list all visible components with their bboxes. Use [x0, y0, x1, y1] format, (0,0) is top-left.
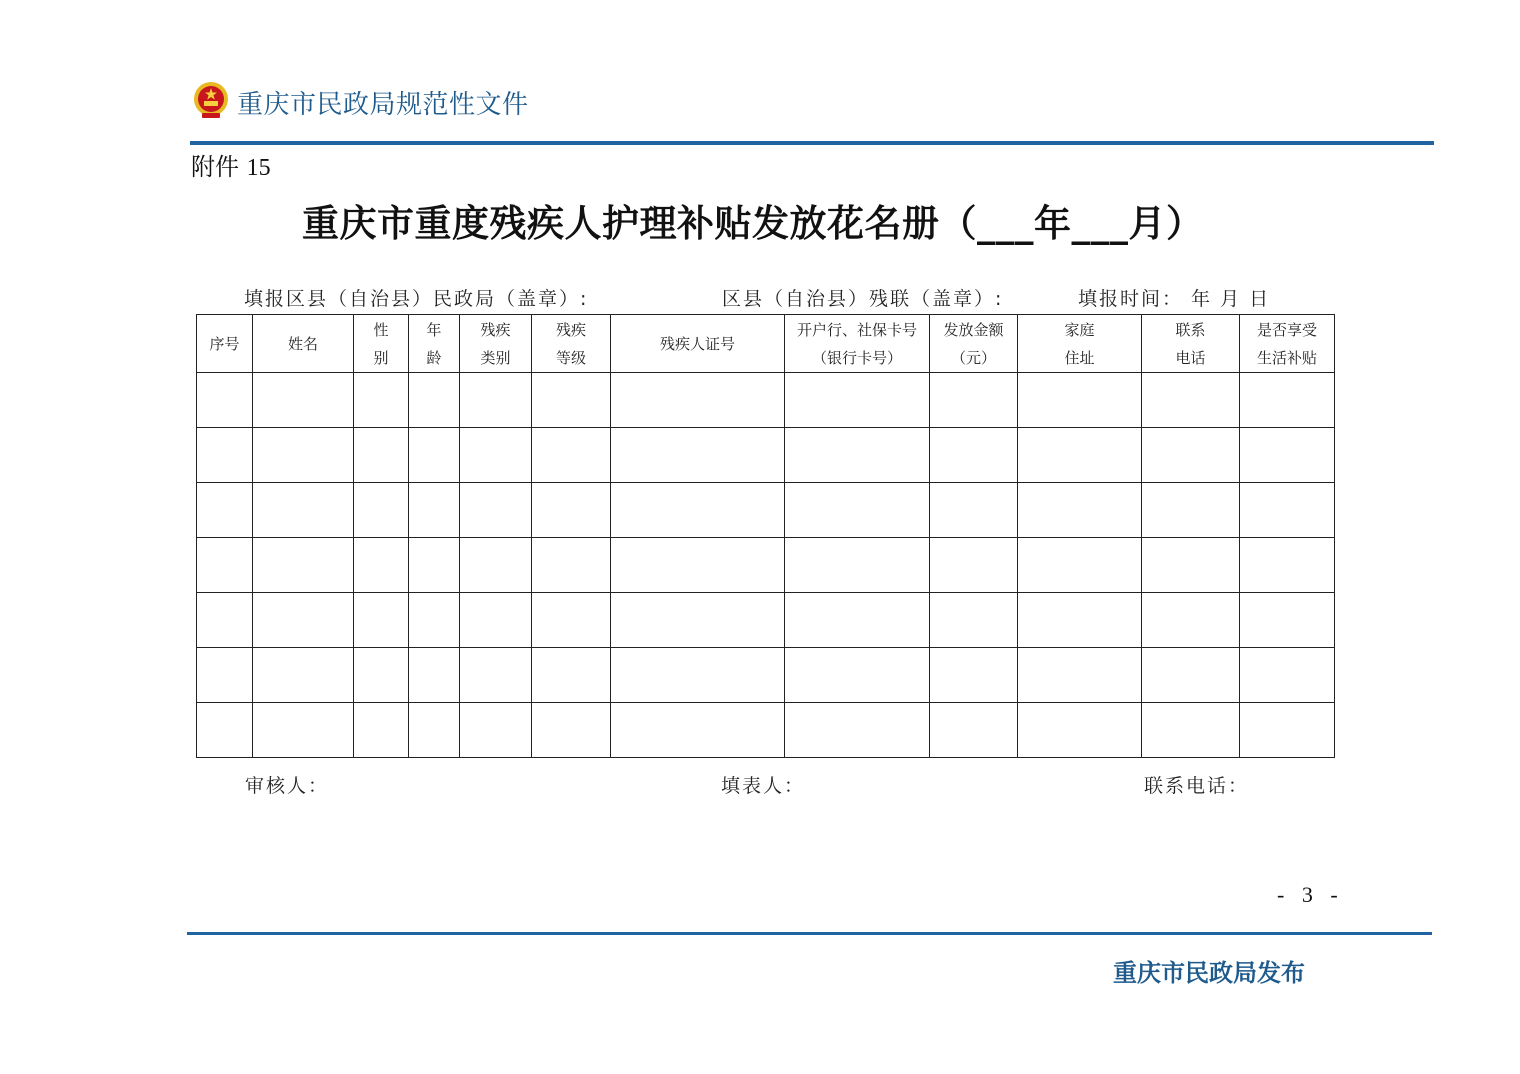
- table-cell: [1240, 703, 1335, 758]
- attachment-text: 附件: [191, 153, 239, 181]
- table-cell: [409, 593, 460, 648]
- attachment-number: 15: [246, 155, 271, 181]
- table-cell: [354, 428, 409, 483]
- table-cell: [785, 703, 930, 758]
- table-row: [197, 648, 1335, 703]
- table-cell: [785, 483, 930, 538]
- table-cell: [1240, 648, 1335, 703]
- table-cell: [532, 648, 611, 703]
- table-cell: [197, 648, 253, 703]
- table-cell: [354, 703, 409, 758]
- table-cell: [197, 593, 253, 648]
- table-cell: [1240, 428, 1335, 483]
- publisher: 重庆市民政局发布: [1113, 959, 1305, 987]
- page-number: - 3 -: [1277, 882, 1344, 907]
- column-header: [197, 315, 253, 373]
- national-emblem-icon: [192, 80, 230, 120]
- column-header: [1240, 315, 1335, 373]
- table-cell: [197, 703, 253, 758]
- table-cell: [1142, 703, 1240, 758]
- column-header-line1: 残疾: [480, 320, 511, 339]
- column-header: [354, 315, 409, 373]
- table-cell: [785, 538, 930, 593]
- document-title: 重庆市重度残疾人护理补贴发放花名册（___年___月）: [302, 201, 1204, 245]
- table-cell: [1018, 648, 1142, 703]
- table-cell: [197, 373, 253, 428]
- table-cell: [460, 703, 532, 758]
- table-row: [197, 703, 1335, 758]
- column-header-line2: 龄: [426, 348, 442, 367]
- column-header-line2: 类别: [480, 348, 511, 367]
- header-title: 重庆市民政局规范性文件: [237, 90, 529, 120]
- table-cell: [1240, 538, 1335, 593]
- table-cell: [611, 593, 785, 648]
- table-cell: [1018, 428, 1142, 483]
- table-cell: [930, 593, 1018, 648]
- footer-divider: [187, 932, 1432, 935]
- column-header-line2: 别: [373, 348, 389, 367]
- column-header-line2: （元）: [950, 348, 996, 367]
- table-cell: [354, 648, 409, 703]
- table-cell: [1142, 483, 1240, 538]
- table-cell: [611, 703, 785, 758]
- table-cell: [409, 373, 460, 428]
- table-cell: [460, 373, 532, 428]
- table-cell: [354, 593, 409, 648]
- table-cell: [1142, 373, 1240, 428]
- column-header: [930, 315, 1018, 373]
- table-cell: [930, 373, 1018, 428]
- table-row: [197, 538, 1335, 593]
- table-cell: [930, 538, 1018, 593]
- contact-phone-label: 联系电话：: [1144, 775, 1250, 797]
- table-cell: [611, 373, 785, 428]
- column-header: [1142, 315, 1240, 373]
- table-cell: [354, 373, 409, 428]
- table-cell: [253, 593, 354, 648]
- column-header: [611, 315, 785, 373]
- table-cell: [532, 593, 611, 648]
- column-header-line1: 性: [373, 320, 389, 339]
- table-cell: [1142, 538, 1240, 593]
- column-header: [253, 315, 354, 373]
- attachment-label: [191, 147, 271, 182]
- table-cell: [354, 538, 409, 593]
- table-cell: [785, 373, 930, 428]
- table-cell: [1142, 428, 1240, 483]
- column-header-line2: 生活补贴: [1256, 348, 1317, 367]
- table-cell: [785, 593, 930, 648]
- table-cell: [1142, 593, 1240, 648]
- table-cell: [409, 483, 460, 538]
- table-row: [197, 373, 1335, 428]
- table-cell: [460, 428, 532, 483]
- table-cell: [197, 483, 253, 538]
- column-header-line1: 序号: [209, 334, 240, 353]
- table-cell: [460, 593, 532, 648]
- table-cell: [253, 538, 354, 593]
- table-cell: [930, 428, 1018, 483]
- column-header-line1: 残疾人证号: [659, 334, 735, 353]
- table-body: [197, 373, 1335, 758]
- roster-table: [196, 314, 1335, 758]
- table-cell: [460, 538, 532, 593]
- table-cell: [532, 703, 611, 758]
- table-cell: [1018, 703, 1142, 758]
- column-header: [1018, 315, 1142, 373]
- table-cell: [1240, 373, 1335, 428]
- column-header-line1: 家庭: [1064, 320, 1095, 339]
- table-row: [197, 428, 1335, 483]
- table-cell: [1240, 483, 1335, 538]
- reviewer-label: 审核人：: [245, 775, 330, 797]
- table-cell: [409, 538, 460, 593]
- table-cell: [785, 428, 930, 483]
- table-cell: [253, 703, 354, 758]
- table-cell: [532, 373, 611, 428]
- table-header-row: [197, 315, 1335, 373]
- column-header: [460, 315, 532, 373]
- meta-civil-affairs-stamp: 填报区县（自治县）民政局（盖章）:: [244, 288, 589, 310]
- table-cell: [930, 703, 1018, 758]
- table-cell: [930, 648, 1018, 703]
- table-cell: [785, 648, 930, 703]
- column-header-line1: 是否享受: [1256, 320, 1317, 339]
- table-cell: [1240, 593, 1335, 648]
- table-cell: [611, 538, 785, 593]
- table-cell: [532, 483, 611, 538]
- column-header-line1: 发放金额: [943, 320, 1004, 339]
- column-header-line2: （银行卡号）: [811, 348, 902, 367]
- table-cell: [197, 428, 253, 483]
- table-cell: [611, 648, 785, 703]
- header-divider: [190, 141, 1434, 145]
- meta-report-time: 填报时间： 年 月 日: [1078, 288, 1271, 310]
- table-cell: [354, 483, 409, 538]
- table-cell: [253, 483, 354, 538]
- table-cell: [1018, 593, 1142, 648]
- table-cell: [532, 538, 611, 593]
- column-header: [409, 315, 460, 373]
- table-row: [197, 483, 1335, 538]
- meta-disabled-federation-stamp: 区县（自治县）残联（盖章）:: [722, 288, 1004, 310]
- column-header: [532, 315, 611, 373]
- table-cell: [409, 648, 460, 703]
- table-cell: [197, 538, 253, 593]
- table-cell: [253, 373, 354, 428]
- column-header-line1: 联系: [1175, 320, 1206, 339]
- column-header-line2: 住址: [1064, 348, 1095, 367]
- column-header-line2: 电话: [1175, 348, 1206, 367]
- table-cell: [460, 648, 532, 703]
- table-row: [197, 593, 1335, 648]
- column-header-line1: 残疾: [555, 320, 586, 339]
- table-cell: [460, 483, 532, 538]
- column-header-line1: 开户行、社保卡号: [796, 320, 917, 339]
- filler-label: 填表人：: [721, 775, 806, 797]
- table-cell: [1018, 373, 1142, 428]
- table-cell: [930, 483, 1018, 538]
- column-header-line1: 姓名: [287, 334, 318, 353]
- table-cell: [532, 428, 611, 483]
- table-cell: [1018, 538, 1142, 593]
- table-cell: [611, 483, 785, 538]
- column-header-line1: 年: [426, 320, 442, 339]
- column-header: [785, 315, 930, 373]
- table-cell: [1142, 648, 1240, 703]
- table-cell: [1018, 483, 1142, 538]
- table-cell: [253, 648, 354, 703]
- table-cell: [611, 428, 785, 483]
- table-cell: [253, 428, 354, 483]
- column-header-line2: 等级: [555, 348, 586, 367]
- table-cell: [409, 428, 460, 483]
- table-cell: [409, 703, 460, 758]
